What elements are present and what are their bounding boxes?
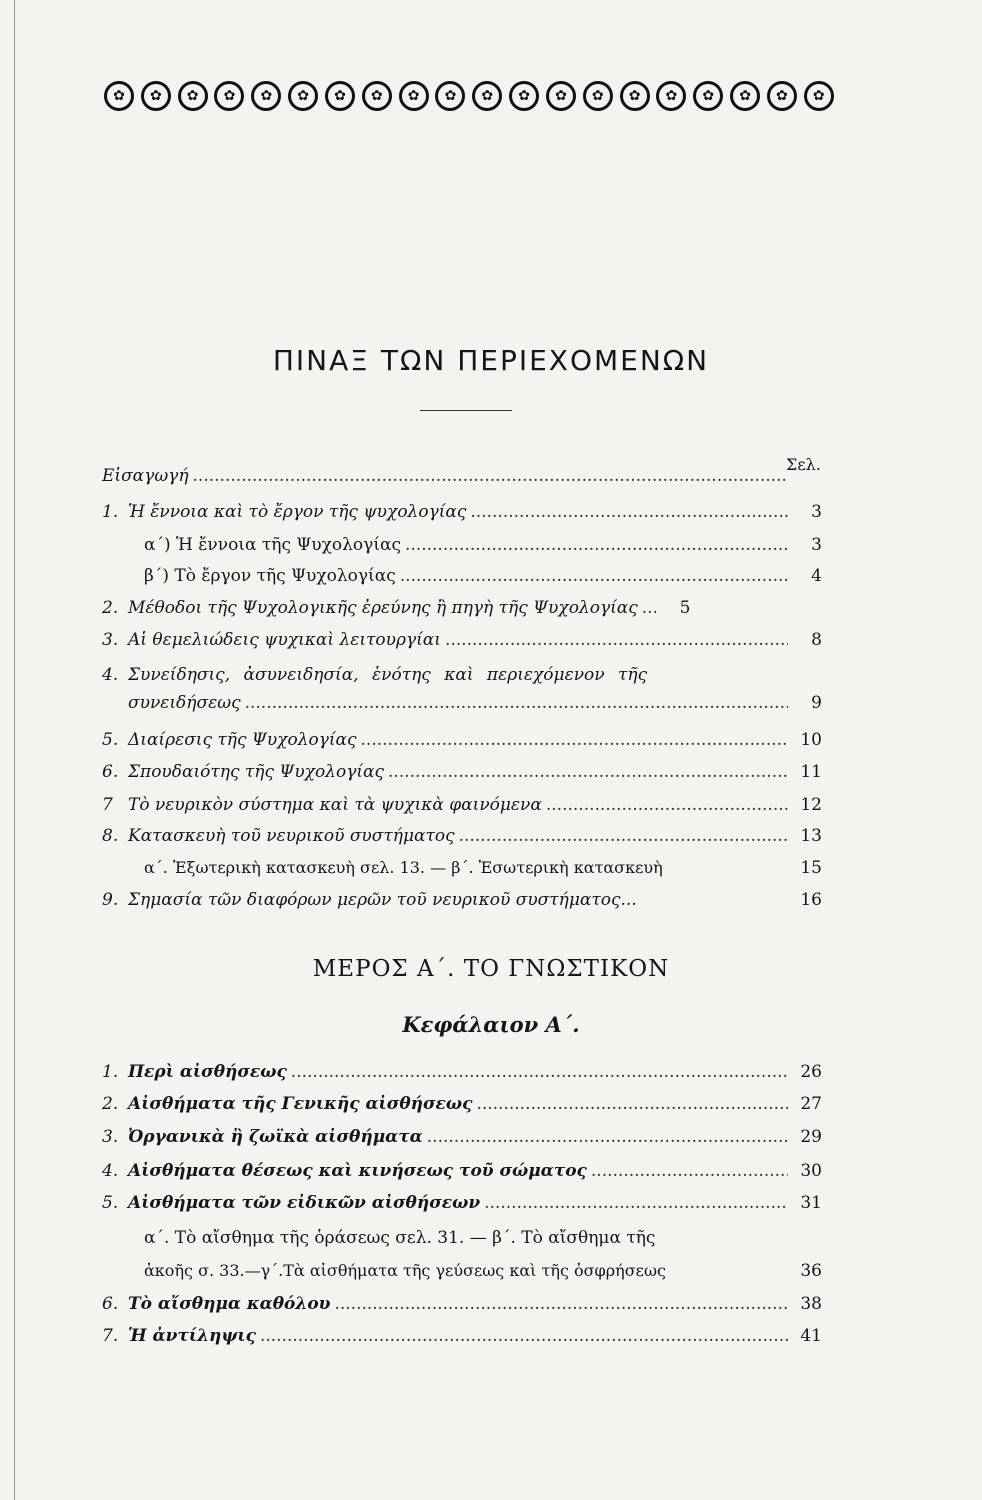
leader-dots: [334, 1294, 788, 1314]
toc-subentry: [144, 1228, 822, 1256]
leader-dots: [291, 1062, 788, 1082]
toc-entry-text: Τὸ αἴσθημα καθόλου: [128, 1294, 331, 1314]
toc-entry-text: συνειδήσεως: [128, 693, 241, 713]
ornament-icon: ✿: [583, 81, 613, 111]
toc-entry-continuation: [128, 693, 822, 721]
toc-entry: [102, 1294, 822, 1322]
leader-dots: [427, 1127, 788, 1147]
leader-dots: [484, 1193, 788, 1213]
page-title: ΠΙΝΑΞ ΤΩΝ ΠΕΡΙΕΧΟΜΕΝΩΝ: [272, 344, 710, 377]
ornament-icon: ✿: [693, 81, 723, 111]
toc-entry-number: 4.: [102, 1161, 119, 1181]
toc-entry-text: ἀκοῆς σ. 33.—γ΄.Τὰ αἰσθήματα τῆς γεύσεως καὶ τῆς ὀσφρήσεως: [144, 1261, 666, 1280]
toc-page-number: 27: [800, 1094, 822, 1114]
toc-page-number: 41: [800, 1326, 822, 1346]
ornament-icon: ✿: [214, 81, 244, 111]
leader-dots: [591, 1161, 788, 1181]
ornament-icon: ✿: [141, 81, 171, 111]
toc-page-number: 10: [800, 730, 822, 750]
leader-dots: [245, 693, 788, 713]
ornament-icon: ✿: [399, 81, 429, 111]
toc-entry-number: 8.: [102, 826, 119, 846]
toc-entry-number: 2.: [102, 598, 119, 618]
ornament-icon: ✿: [730, 81, 760, 111]
toc-entry: [102, 1127, 822, 1155]
ornament-icon: ✿: [804, 81, 834, 111]
toc-page-number: 26: [800, 1062, 822, 1082]
part-heading: ΜΕΡΟΣ Α΄. ΤΟ ΓΝΩΣΤΙΚΟΝ: [312, 956, 670, 982]
toc-entry-text: Αἰσθήματα θέσεως καὶ κινήσεως τοῦ σώματος: [128, 1161, 587, 1181]
toc-page-number: 12: [800, 795, 822, 815]
ornament-icon: ✿: [104, 81, 134, 111]
toc-entry-text: β΄) Τὸ ἔργον τῆς Ψυχολογίας: [144, 566, 396, 586]
toc-page-number: 11: [800, 762, 822, 782]
toc-page-number: 13: [800, 826, 822, 846]
toc-entry: [102, 665, 822, 693]
page-column-label: Σελ.: [786, 455, 821, 474]
toc-entry-number: 5.: [102, 730, 119, 750]
toc-entry: [102, 1062, 822, 1090]
chapter-heading: Κεφάλαιον Α΄.: [402, 1012, 580, 1037]
toc-intro: [102, 466, 822, 494]
toc-entry-text: α΄) Ἡ ἔννοια τῆς Ψυχολογίας: [144, 535, 401, 555]
toc-entry-text: Μέθοδοι τῆς Ψυχολογικῆς ἐρεύνης ἢ πηγὴ τῆς Ψυχολογίας: [128, 598, 638, 618]
ornament-icon: ✿: [325, 81, 355, 111]
ornament-icon: ✿: [435, 81, 465, 111]
toc-page-number: 15: [800, 858, 822, 878]
title-divider: [420, 410, 512, 411]
toc-entry-text: α΄. Ἐξωτερικὴ κατασκευὴ σελ. 13. — β΄. Ἐσωτερικὴ κατασκευὴ: [144, 858, 663, 877]
toc-entry: [102, 730, 822, 758]
toc-entry: [102, 1161, 822, 1189]
leader-dots: [459, 826, 788, 846]
toc-entry: [102, 1326, 822, 1354]
toc-page-number: 31: [800, 1193, 822, 1213]
toc-entry-text: Σημασία τῶν διαφόρων μερῶν τοῦ νευρικοῦ συστήματος...: [128, 890, 637, 910]
toc-subentry: [144, 566, 822, 594]
toc-entry-text: Αἱ θεμελιώδεις ψυχικαὶ λειτουργίαι: [128, 630, 441, 650]
toc-entry-text: Ἡ ἀντίληψις: [128, 1326, 256, 1346]
toc-entry-number: 2.: [102, 1094, 119, 1114]
toc-subentry: [144, 535, 822, 563]
toc-page-number: 5: [679, 598, 691, 618]
toc-entry-number: 3.: [102, 1127, 119, 1147]
toc-entry: [102, 890, 822, 918]
leader-dots: [400, 566, 788, 586]
toc-page-number: 30: [800, 1161, 822, 1181]
ornament-icon: ✿: [620, 81, 650, 111]
toc-subentry: [144, 858, 822, 886]
toc-entry: [102, 762, 822, 790]
ornament-icon: ✿: [362, 81, 392, 111]
page-edge: [14, 0, 15, 1500]
toc-entry-text: Συνείδησις, ἀσυνειδησία, ἑνότης καὶ περιεχόμενον τῆς: [128, 665, 648, 685]
ornament-icon: ✿: [251, 81, 281, 111]
toc-page-number: 36: [800, 1261, 822, 1281]
leader-dots: [405, 535, 788, 555]
toc-entry-number: 3.: [102, 630, 119, 650]
toc-page-number: 38: [800, 1294, 822, 1314]
toc-page-number: 3: [811, 502, 822, 522]
ornament-icon: ✿: [656, 81, 686, 111]
toc-entry-text: Ὀργανικὰ ἢ ζωϊκὰ αἰσθήματα: [128, 1127, 423, 1147]
toc-entry-text: Διαίρεσις τῆς Ψυχολογίας: [128, 730, 357, 750]
toc-page-number: 4: [811, 566, 822, 586]
toc-entry-number: 1.: [102, 1062, 119, 1082]
toc-entry-text: Σπουδαιότης τῆς Ψυχολογίας: [128, 762, 385, 782]
leader-dots: [546, 795, 788, 815]
toc-entry-text: Αἰσθήματα τῶν εἰδικῶν αἰσθήσεων: [128, 1193, 481, 1213]
toc-entry-text: Κατασκευὴ τοῦ νευρικοῦ συστήματος: [128, 826, 455, 846]
toc-page-number: 9: [811, 693, 822, 713]
leader-dots: [476, 1094, 788, 1114]
toc-entry-number: 7: [102, 795, 113, 815]
toc-entry-text: Αἰσθήματα τῆς Γενικῆς αἰσθήσεως: [128, 1094, 473, 1114]
ornament-icon: ✿: [546, 81, 576, 111]
toc-entry: [102, 630, 822, 658]
leader-dots: [642, 598, 657, 618]
toc-entry: [102, 795, 822, 823]
toc-entry-number: 7.: [102, 1326, 119, 1346]
ornament-icon: ✿: [178, 81, 208, 111]
toc-page-number: 8: [811, 630, 822, 650]
toc-entry-text: Ἡ ἔννοια καὶ τὸ ἔργον τῆς ψυχολογίας: [128, 502, 467, 522]
toc-entry-number: 5.: [102, 1193, 119, 1213]
toc-page-number: 16: [800, 890, 822, 910]
toc-entry-text: Περὶ αἰσθήσεως: [128, 1062, 287, 1082]
toc-entry-text: α΄. Τὸ αἴσθημα τῆς ὁράσεως σελ. 31. — β΄. Τὸ αἴσθημα τῆς: [144, 1228, 656, 1248]
leader-dots: [388, 762, 788, 782]
toc-entry: [102, 598, 822, 626]
leader-dots: [361, 730, 788, 750]
toc-page-number: 3: [811, 535, 822, 555]
toc-entry: [102, 1094, 822, 1122]
ornament-icon: ✿: [509, 81, 539, 111]
leader-dots: [445, 630, 788, 650]
ornament-icon: ✿: [288, 81, 318, 111]
toc-entry: [102, 1193, 822, 1221]
toc-subentry: [144, 1261, 822, 1289]
toc-entry: [102, 502, 822, 530]
leader-dots: [470, 502, 788, 522]
toc-entry-number: 1.: [102, 502, 119, 522]
leader-dots: [193, 466, 788, 486]
toc-entry-text: Τὸ νευρικὸν σύστημα καὶ τὰ ψυχικὰ φαινόμενα: [128, 795, 542, 815]
toc-entry-number: 6.: [102, 1294, 119, 1314]
toc-entry-number: 6.: [102, 762, 119, 782]
toc-entry-number: 9.: [102, 890, 119, 910]
toc-entry: [102, 826, 822, 854]
ornament-icon: ✿: [767, 81, 797, 111]
ornamental-border: [104, 78, 834, 114]
ornament-icon: ✿: [472, 81, 502, 111]
toc-intro-label: Εἰσαγωγή: [102, 466, 189, 486]
toc-page-number: 29: [800, 1127, 822, 1147]
leader-dots: [260, 1326, 788, 1346]
toc-entry-number: 4.: [102, 665, 119, 685]
